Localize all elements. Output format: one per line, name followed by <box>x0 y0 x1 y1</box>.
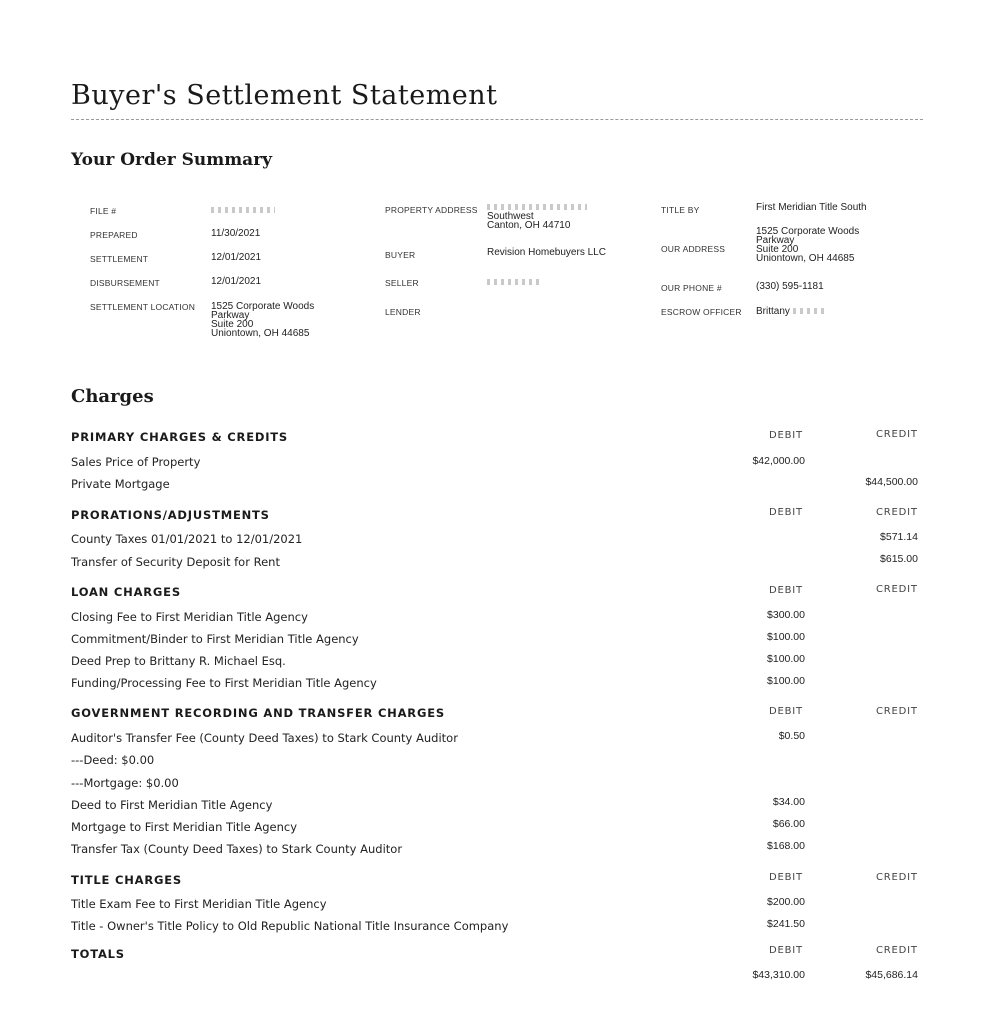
credit-column-header: CREDIT <box>876 584 918 595</box>
escrow-officer-value <box>756 307 825 316</box>
property-address-value <box>487 203 587 230</box>
section-heading: LOAN CHARGES <box>71 585 181 599</box>
section-heading: PRORATIONS/ADJUSTMENTS <box>71 508 270 522</box>
document-title: Buyer's Settlement Statement <box>71 80 498 111</box>
charge-row-label: County Taxes 01/01/2021 to 12/01/2021 <box>71 532 303 546</box>
buyer-label: BUYER <box>385 250 416 260</box>
debit-column-header: DEBIT <box>769 585 803 596</box>
settlement-location-line: Suite 200 <box>211 319 254 330</box>
charge-row-debit: $168.00 <box>767 840 805 852</box>
charge-row-label: Private Mortgage <box>71 477 170 491</box>
charge-row-debit: $100.00 <box>767 675 805 687</box>
lender-label: LENDER <box>385 307 421 317</box>
debit-column-header: DEBIT <box>769 872 803 883</box>
property-address-line: Canton, OH 44710 <box>487 220 571 231</box>
seller-label: SELLER <box>385 278 419 288</box>
total-debit: $43,310.00 <box>752 969 805 981</box>
settlement-location-value <box>211 302 314 338</box>
charge-row-debit: $300.00 <box>767 609 805 621</box>
escrow-officer-name: Brittany <box>756 306 790 317</box>
our-address-label: OUR ADDRESS <box>661 244 726 254</box>
seller-value-redacted <box>487 278 543 287</box>
credit-column-header: CREDIT <box>876 945 918 956</box>
debit-column-header: DEBIT <box>769 430 803 441</box>
file-number-label: FILE # <box>90 206 117 216</box>
settlement-location-line: Uniontown, OH 44685 <box>211 328 310 339</box>
prepared-value: 11/30/2021 <box>211 228 261 239</box>
our-address-line: Parkway <box>756 235 795 246</box>
credit-column-header: CREDIT <box>876 872 918 883</box>
settlement-value: 12/01/2021 <box>211 252 262 263</box>
debit-column-header: DEBIT <box>769 706 803 717</box>
settlement-location-line: Parkway <box>211 310 250 321</box>
title-by-value: First Meridian Title South <box>756 202 867 213</box>
title-divider <box>71 119 923 120</box>
total-credit: $45,686.14 <box>865 969 918 981</box>
disbursement-value: 12/01/2021 <box>211 276 262 287</box>
credit-column-header: CREDIT <box>876 507 918 518</box>
charge-row-debit: $100.00 <box>767 631 805 643</box>
charge-row-label: Title Exam Fee to First Meridian Title Agency <box>71 897 327 911</box>
prepared-label: PREPARED <box>90 230 138 240</box>
section-heading: TITLE CHARGES <box>71 873 182 887</box>
settlement-location-label: SETTLEMENT LOCATION <box>90 302 196 312</box>
charge-row-label: Mortgage to First Meridian Title Agency <box>71 820 297 834</box>
our-phone-label: OUR PHONE # <box>661 283 722 293</box>
section-heading: GOVERNMENT RECORDING AND TRANSFER CHARGES <box>71 706 445 720</box>
credit-column-header: CREDIT <box>876 706 918 717</box>
title-by-label: TITLE BY <box>661 205 700 215</box>
charge-row-label: Commitment/Binder to First Meridian Title Agency <box>71 632 359 646</box>
charge-row-label: Transfer of Security Deposit for Rent <box>71 555 280 569</box>
charge-row-credit: $615.00 <box>880 553 918 565</box>
buyer-value: Revision Homebuyers LLC <box>487 247 606 258</box>
order-summary-heading: Your Order Summary <box>71 150 273 170</box>
disbursement-label: DISBURSEMENT <box>90 278 160 288</box>
charge-row-debit: $42,000.00 <box>752 455 805 467</box>
charge-row-debit: $100.00 <box>767 653 805 665</box>
charge-row-debit: $0.50 <box>778 730 805 742</box>
debit-column-header: DEBIT <box>769 507 803 518</box>
charge-row-debit: $34.00 <box>772 796 805 808</box>
charge-row-label: ---Deed: $0.00 <box>71 753 155 767</box>
charges-heading: Charges <box>71 386 154 407</box>
our-address-line: Suite 200 <box>756 244 799 255</box>
charge-row-label: Closing Fee to First Meridian Title Agency <box>71 610 308 624</box>
charge-row-credit: $571.14 <box>880 531 918 543</box>
charge-row-label: Title - Owner's Title Policy to Old Republic National Title Insurance Company <box>71 919 509 933</box>
property-address-line: Southwest <box>487 211 534 222</box>
property-address-label: PROPERTY ADDRESS <box>385 205 478 215</box>
credit-column-header: CREDIT <box>876 429 918 440</box>
charge-row-debit: $241.50 <box>767 918 805 930</box>
charge-row-label: ---Mortgage: $0.00 <box>71 776 179 790</box>
our-address-value <box>756 227 859 263</box>
settlement-location-line: 1525 Corporate Woods <box>211 301 315 312</box>
charge-row-label: Funding/Processing Fee to First Meridian Title Agency <box>71 676 377 690</box>
escrow-officer-label: ESCROW OFFICER <box>661 307 742 317</box>
settlement-label: SETTLEMENT <box>90 254 149 264</box>
charge-row-label: Auditor's Transfer Fee (County Deed Taxes) to Stark County Auditor <box>71 731 458 745</box>
debit-column-header: DEBIT <box>769 945 803 956</box>
file-number-value-redacted <box>211 206 275 215</box>
charge-row-label: Deed to First Meridian Title Agency <box>71 798 273 812</box>
our-address-line: 1525 Corporate Woods <box>756 226 860 237</box>
charge-row-debit: $200.00 <box>767 896 805 908</box>
charge-row-label: Sales Price of Property <box>71 455 201 469</box>
charge-row-label: Transfer Tax (County Deed Taxes) to Stark County Auditor <box>71 842 403 856</box>
our-phone-value: (330) 595-1181 <box>756 281 824 292</box>
charge-row-debit: $66.00 <box>772 818 805 830</box>
section-heading: PRIMARY CHARGES & CREDITS <box>71 430 288 444</box>
charge-row-label: Deed Prep to Brittany R. Michael Esq. <box>71 654 286 668</box>
totals-heading: TOTALS <box>71 947 125 961</box>
our-address-line: Uniontown, OH 44685 <box>756 253 855 264</box>
charge-row-credit: $44,500.00 <box>865 476 918 488</box>
